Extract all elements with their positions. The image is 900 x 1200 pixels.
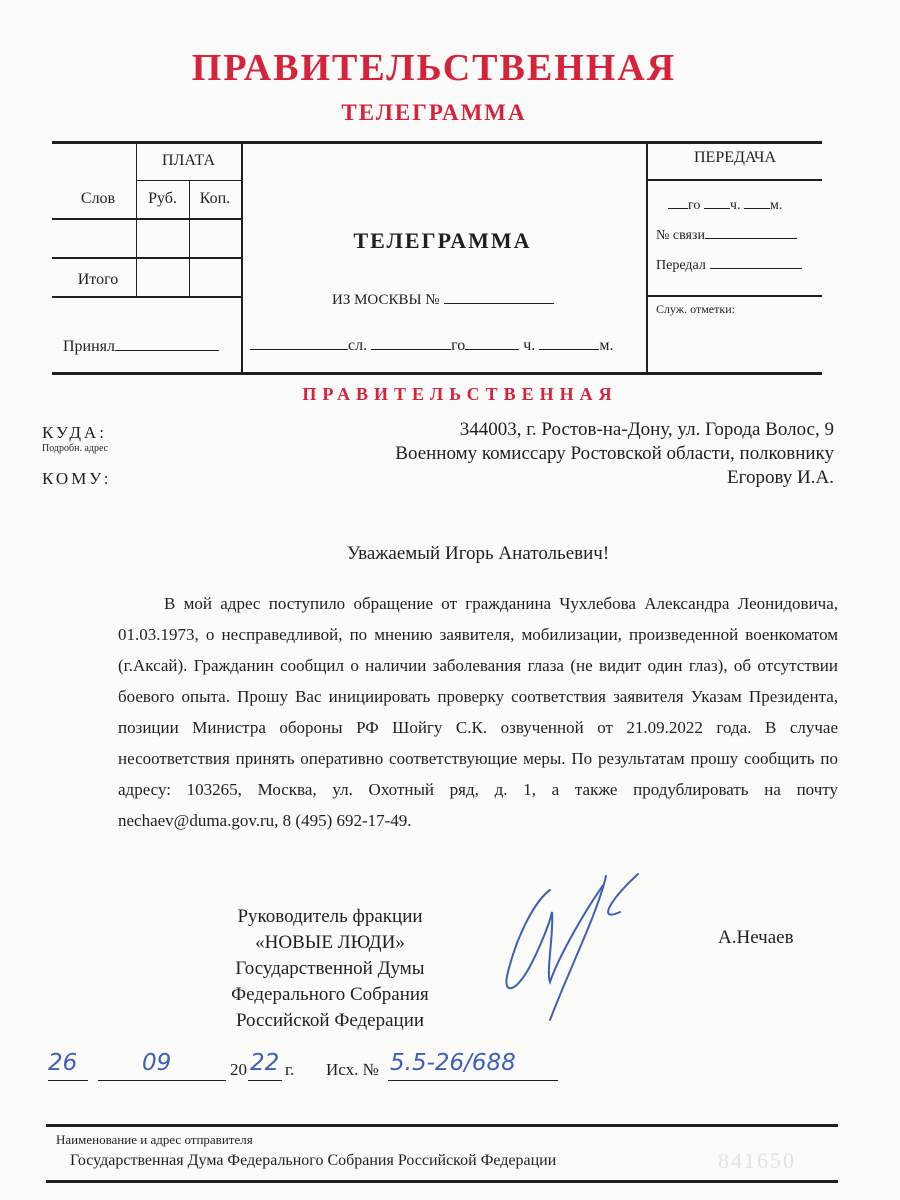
position-line: Государственной Думы [235,958,425,979]
link-number-field [656,224,797,244]
telegram-type-title: ПРАВИТЕЛЬСТВЕННАЯ [191,47,677,89]
footer-bottom-rule [46,1180,838,1183]
accepted-label: Принял [63,338,116,355]
year-prefix: 20 [230,1060,247,1079]
outgoing-number-field [326,1050,566,1090]
transmitted-label: Передал [656,258,706,273]
m-label: м. [599,337,614,354]
recipient-title: Военному комиссару Ростовской области, полковнику [395,443,834,464]
from-moscow-label: ИЗ МОСКВЫ № [332,292,440,308]
recipient-name: Егорову И.А. [727,467,834,488]
date-month: 09 [142,1050,172,1076]
accepted-field [63,334,219,356]
signer-position [210,904,450,1034]
sl-label: сл. [348,337,368,354]
kop-label: Коп. [199,190,231,207]
total-label: Итого [77,271,119,288]
footer-top-rule [46,1124,838,1127]
from-moscow-field [332,288,554,309]
address-note: Подробн. адрес [42,443,109,454]
words-label: Слов [80,190,116,207]
year-end: г. [285,1060,295,1079]
year-suffix: 22 [250,1050,280,1076]
where-label: КУДА: [42,423,107,442]
link-number-label: № связи [656,228,705,243]
tr-ch-label: ч. [729,198,741,213]
date-day: 26 [48,1050,78,1076]
letter-body: В мой адрес поступило обращение от гражданина Чухлебова Александра Леонидовича, 01.03.1973, о несправедливой, по мнению заявителя, мобилизации, произведенной военкоматом (г.Аксай). Гражданин сообщил о наличии заболевания глаза (не видит один глаз), об отсутствии боевого опыта. Прошу Вас инициировать проверку соответствия заявителя Указам Президента, позиции Министра обороны РФ Шойгу С.К. озвученной от 21.09.2022 года. В случае несоответствия принять оперативно соответствующие меры. По результатам прошу сообщить по адресу: 103265, Москва, ул. Охотный ряд, д. 1, а также продублировать на почту nechaev@duma.gov.ru, 8 (495) 692-17-49. [118,594,838,830]
ch-label: ч. [523,337,536,354]
service-marks-label: Служ. отметки: [656,302,735,316]
outgoing-number: 5.5-26/688 [390,1050,516,1076]
signer-name: А.Нечаев [718,927,794,948]
tr-m-label: м. [769,198,783,213]
payment-header: ПЛАТА [161,152,216,169]
position-line: Федерального Собрания [231,984,429,1005]
rub-label: Руб. [148,190,177,207]
transmission-header: ПЕРЕДАЧА [694,149,776,166]
position-line: Российской Федерации [235,1010,425,1031]
recipient-address: 344003, г. Ростов-на-Дону, ул. Города Волос, 9 [459,419,834,440]
telegram-subtitle: ТЕЛЕГРАММА [341,100,527,125]
receipt-time-field [250,333,613,355]
whom-label: КОМУ: [42,469,112,488]
position-line: Руководитель фракции [237,906,423,927]
transmitted-field [656,254,802,274]
position-line: «НОВЫЕ ЛЮДИ» [255,932,405,953]
date-field [48,1050,300,1090]
category-label: ПРАВИТЕЛЬСТВЕННАЯ [302,384,618,404]
outgoing-number-label: Исх. № [326,1060,379,1079]
go-label: го [451,337,466,354]
stamp-digits: 841650 [718,1148,796,1173]
tr-go-label: го [688,198,701,213]
sender-label: Наименование и адрес отправителя [56,1132,253,1147]
salutation: Уважаемый Игорь Анатольевич! [346,543,610,564]
sender-value: Государственная Дума Федерального Собрания Российской Федерации [70,1152,557,1169]
telegram-heading: ТЕЛЕГРАММА [353,228,532,253]
handwritten-signature [488,862,658,1037]
transmission-time-field [668,194,782,214]
